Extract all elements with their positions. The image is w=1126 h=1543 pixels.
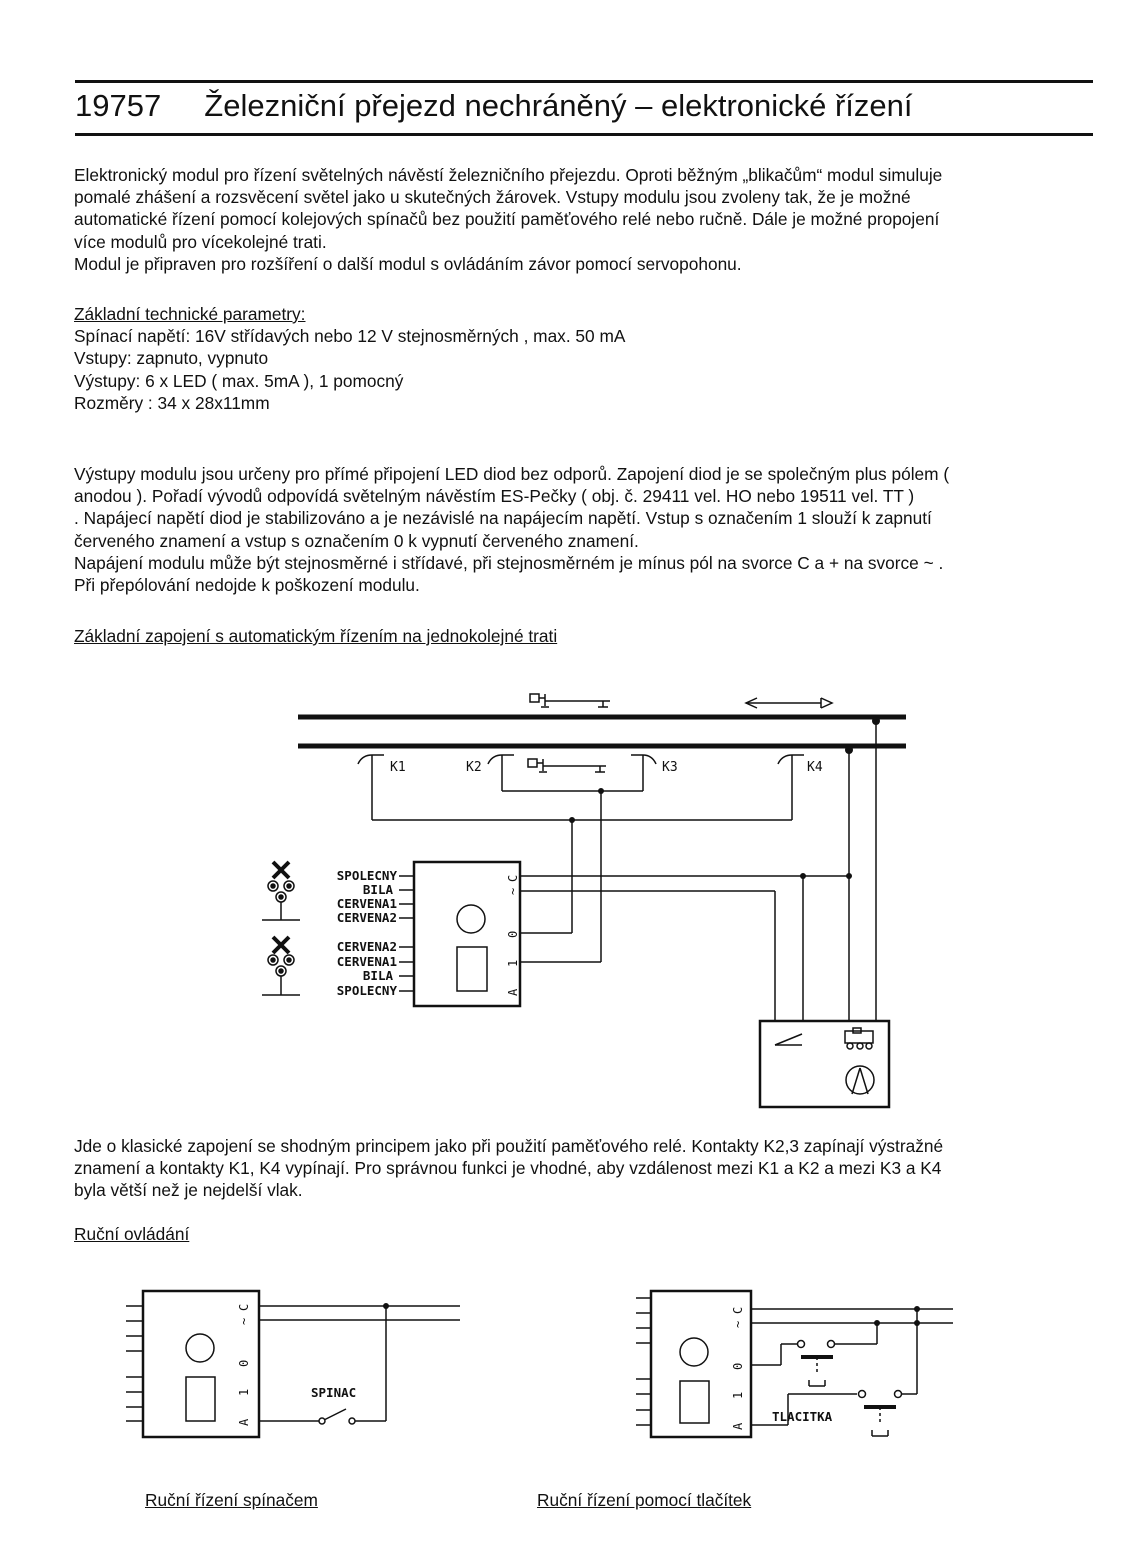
pin-label: CERVENA1	[336, 896, 397, 911]
transformer-symbol-icon	[775, 1028, 874, 1094]
switch-terminal-icon	[319, 1418, 325, 1424]
auto-section-heading: Základní zapojení s automatickým řízením na jednokolejné trati	[74, 626, 558, 646]
track-contacts	[358, 755, 804, 820]
intro-line: více modulů pro vícekolejné trati.	[74, 231, 327, 252]
params-heading: Základní technické parametry:	[74, 304, 306, 324]
header-bottom-rule	[75, 133, 1093, 136]
pin-label-c: C	[731, 1306, 745, 1314]
intro-line: Elektronický modul pro řízení světelných návěstí železničního přejezdu. Oproti běžným „blikačům“ modul simuluje	[74, 165, 943, 185]
manual-section-heading: Ruční ovládání	[74, 1224, 190, 1244]
contact-labels	[390, 760, 823, 775]
switch-label: SPINAC	[311, 1385, 357, 1400]
junction-dot	[914, 1306, 920, 1312]
intro-line: automatické řízení pomocí kolejových spínačů bez použití paměťového relé nebo ručně. Dále je možné propojení	[74, 209, 940, 230]
pin-label-a: A	[237, 1418, 251, 1426]
control-module	[414, 862, 520, 1006]
params-block	[74, 303, 1104, 414]
description-line: byla větší než je nejdelší vlak.	[74, 1180, 303, 1201]
buttons-pin-labels	[731, 1307, 833, 1430]
param-line: Vstupy: zapnuto, vypnuto	[74, 348, 269, 369]
crossing-signal-icon	[262, 937, 300, 995]
outputs-line: . Napájecí napětí diod je stabilizováno a je nezávislé na napájecím napětí. Vstup s označením 1 slouží k zapnutí	[74, 508, 932, 529]
pin-label-a: A	[731, 1422, 745, 1430]
pin-label-0: 0	[506, 930, 520, 938]
outputs-line: anodou ). Pořadí vývodů odpovídá světelným návěstím ES-Pečky ( obj. č. 29411 vel. HO nebo 19511 vel. TT )	[74, 486, 915, 507]
junction-dot	[383, 1303, 389, 1309]
pin-label-0: 0	[237, 1359, 251, 1367]
caption-buttons: Ruční řízení pomocí tlačítek	[537, 1490, 752, 1510]
buttons-label: TLACITKA	[772, 1409, 833, 1424]
module-led-icon	[457, 905, 485, 933]
header-top-rule	[75, 80, 1093, 83]
outputs-line: Výstupy modulu jsou určeny pro přímé připojení LED diod bez odporů. Zapojení diod je se společným plus pólem (	[74, 464, 950, 484]
description-line: znamení a kontakty K1, K4 vypínají. Pro správnou funkci je vhodné, aby vzdálenost mezi K1 a K2 a mezi K3 a K4	[74, 1158, 942, 1179]
junction-dot	[874, 1320, 880, 1326]
power-supply-box	[760, 1021, 889, 1107]
module-pin-labels	[506, 875, 520, 996]
button-terminal-icon	[859, 1391, 866, 1398]
button-terminal-icon	[798, 1341, 805, 1348]
pin-label-1: 1	[237, 1388, 251, 1396]
product-number: 19757	[75, 88, 162, 123]
contact-label-k4: K4	[807, 760, 823, 775]
description-line: Jde o klasické zapojení se shodným principem jako při použití paměťového relé. Kontakty K2,3 zapínají výstražné	[74, 1136, 944, 1156]
button-terminal-icon	[895, 1391, 902, 1398]
intro-line: pomalé zhášení a rozsvěcení světel jako u skutečných žárovek. Vstupy modulu jsou zvoleny tak, že je možné	[74, 187, 911, 208]
left-pin-labels	[337, 868, 398, 998]
pin-label: BILA	[362, 882, 393, 897]
left-pin-stubs	[399, 876, 414, 991]
junction-dot	[914, 1320, 920, 1326]
contact-label-k3: K3	[662, 760, 678, 775]
module-wiring	[520, 717, 876, 1021]
outputs-line: Při přepólování nedojde k poškození modulu.	[74, 575, 420, 596]
pin-label-ac: ~	[506, 887, 520, 895]
pin-label: BILA	[362, 968, 393, 983]
train-symbol-icon	[528, 759, 606, 772]
param-line: Spínací napětí: 16V střídavých nebo 12 V stejnosměrných , max. 50 mA	[74, 326, 626, 347]
auto-description	[74, 1135, 1104, 1202]
pin-label-c: C	[506, 874, 520, 882]
button-terminal-icon	[828, 1341, 835, 1348]
outputs-line: červeného znamení a vstup s označením 0 k vypnutí červeného znamení.	[74, 530, 639, 551]
title-text: Železniční přejezd nechráněný – elektronické řízení	[204, 88, 913, 123]
pin-label-1: 1	[506, 959, 520, 967]
caption-switch: Ruční řízení spínačem	[145, 1490, 318, 1510]
pin-label-0: 0	[731, 1362, 745, 1370]
page-title	[75, 88, 913, 124]
contact-label-k2: K2	[466, 760, 482, 775]
pin-label-a: A	[506, 988, 520, 996]
pin-label: SPOLECNY	[336, 983, 397, 998]
track-rails	[298, 717, 906, 746]
pin-label: CERVENA2	[336, 910, 397, 925]
intro-line: Modul je připraven pro rozšíření o další modul s ovládáním závor pomocí servopohonu.	[74, 253, 742, 274]
switch-diagram	[126, 1291, 460, 1437]
buttons-diagram	[636, 1291, 953, 1437]
switch-pin-labels	[237, 1304, 356, 1426]
button-terminals	[798, 1341, 902, 1398]
outputs-paragraph	[74, 463, 1104, 596]
switch-terminal-icon	[349, 1418, 355, 1424]
pin-label: SPOLECNY	[336, 868, 397, 883]
pin-label-ac: ~	[731, 1320, 745, 1328]
junction-dots	[569, 717, 880, 879]
pin-label-ac: ~	[237, 1317, 251, 1325]
pin-label-c: C	[237, 1303, 251, 1311]
param-line: Rozměry : 34 x 28x11mm	[74, 392, 270, 413]
outputs-line: Napájení modulu může být stejnosměrné i střídavé, při stejnosměrném je mínus pól na svorce C a + na svorce ~ .	[74, 552, 944, 573]
module-chip-icon	[457, 947, 487, 991]
crossing-signal-icon	[262, 862, 300, 920]
pin-label: CERVENA2	[336, 939, 397, 954]
param-line: Výstupy: 6 x LED ( max. 5mA ), 1 pomocný	[74, 370, 404, 391]
direction-arrow-icon	[746, 698, 832, 708]
pin-label: CERVENA1	[336, 954, 397, 969]
intro-paragraph	[74, 164, 1104, 275]
pin-label-1: 1	[731, 1391, 745, 1399]
contact-label-k1: K1	[390, 760, 406, 775]
train-symbol-icon	[530, 694, 610, 707]
